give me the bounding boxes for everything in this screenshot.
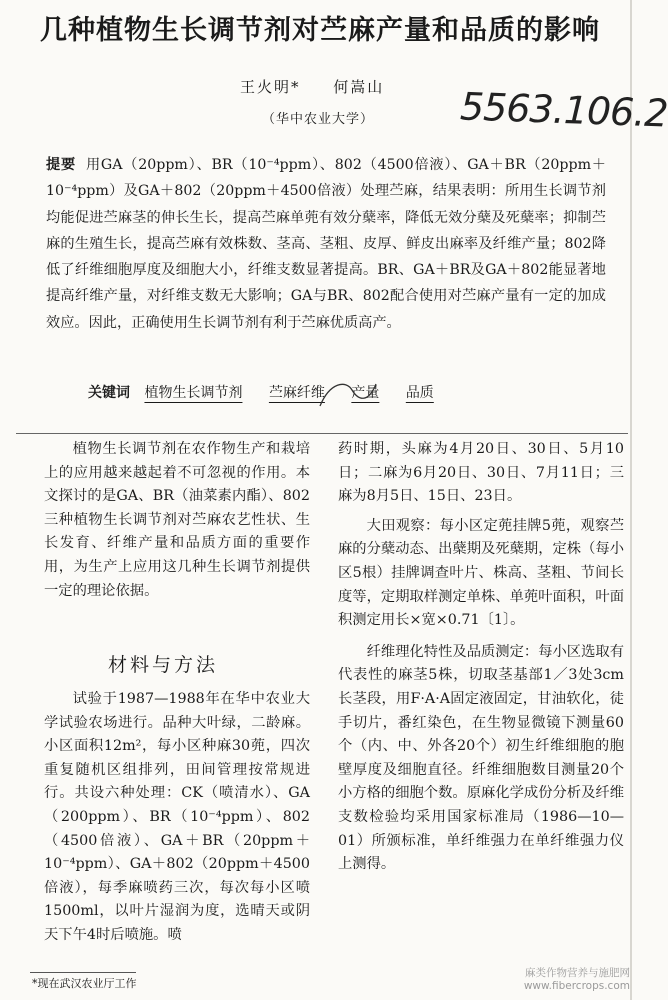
watermark (524, 967, 630, 993)
footnote-rule (30, 972, 136, 973)
paper-title: 几种植物生长调节剂对苎麻产量和品质的影响 (40, 15, 600, 46)
abstract-label: 提要 (46, 157, 76, 173)
right-paragraph-3: 纤维理化特性及品质测定：每小区选取有代表性的麻茎5株，切取茎基部1／3处3cm长茎段，用F·A·A固定液固定，甘油软化，徒手切片，番红染色，在生物显微镜下测量60个（内、中、外各20个）初生纤维细胞的胞壁厚度及细胞直径。纤维细胞数目测量20个小方格的细胞个数。原麻化学成份分析及纤维支数检验均采用国家标准局（1986—10—01）所颁标准，单纤维强力在单纤维强力仪上测得。 (338, 643, 624, 873)
author-1: 王火明* (240, 78, 301, 96)
abstract-text: 用GA（20ppm）、BR（10⁻⁴ppm）、802（4500倍液）、GA＋BR（20ppm＋10⁻⁴ppm）及GA＋802（20ppm＋4500倍液）处理苎麻，结果表明：所用生长调节剂均能促进苎麻茎的伸长生长，提高苎麻单蔸有效分蘖率，降低无效分蘖及死蘖率；抑制苎麻的生殖生长，提高苎麻有效株数、茎高、茎粗、皮厚、鲜皮出麻率及纤维产量；802降低了纤维细胞厚度及细胞大小，纤维支数显著提高。BR、GA＋BR及GA＋802能显著地提高纤维产量，对纤维支数无大影响；GA与BR、802配合使用对苎麻产量有一定的加成效应。因此，正确使用生长调节剂有利于苎麻优质高产。 (46, 157, 606, 331)
right-paragraph-1: 药时期，头麻为4月20日、30日、5月10日；二麻为6月20日、30日、7月11日；三麻为8月5日、15日、23日。 (338, 441, 624, 505)
keyword-1: 植物生长调节剂 (144, 385, 243, 401)
footnote: *现在武汉农业厅工作 (32, 977, 137, 990)
section-divider (16, 433, 628, 434)
keyword-4: 品质 (405, 385, 434, 401)
intro-text: 植物生长调节剂在农作物生产和栽培上的应用越来越起着不可忽视的作用。本文探讨的是GA、BR（油菜素内酯）、802三种植物生长调节剂对苎麻农艺性状、生长发育、纤维产量和品质方面的重要作用，为生产上应用这几种生长调节剂提供一定的理论依据。 (44, 441, 310, 599)
keywords (88, 382, 456, 402)
section-heading-methods: 材料与方法 (108, 654, 219, 676)
methods-text: 试验于1987—1988年在华中农业大学试验农场进行。品种大叶绿，二龄麻。小区面积12m²，每小区种麻30蔸，四次重复随机区组排列，田间管理按常规进行。共设六种处理：CK（喷清水）、GA（200ppm）、BR（10⁻⁴ppm）、802（4500倍液）、GA＋BR（20ppm＋10⁻⁴ppm）、GA＋802（20ppm＋4500倍液），每季麻喷药三次，每次每小区喷1500ml，以叶片湿润为度，选晴天或阴天下午4时后喷施。喷 (44, 691, 310, 943)
intro-paragraph (44, 438, 310, 603)
affiliation: （华中农业大学） (262, 112, 375, 127)
keyword-2: 苎麻纤维 (268, 385, 325, 401)
right-paragraph-2: 大田观察：每小区定蔸挂牌5蔸，观察苎麻的分蘖动态、出蘖期及死蘖期，定株（每小区5根）挂牌调查叶片、株高、茎粗、节间长度等，定期取样测定单株、单蔸叶面积，叶面积测定用长×宽×0.71〔1〕。 (338, 517, 624, 629)
abstract (46, 152, 606, 336)
handwritten-catalog-number: 5563.106.2 (459, 84, 668, 136)
scan-edge (630, 0, 632, 1000)
watermark-line-1: 麻类作物营养与施肥网 (525, 967, 630, 979)
author-2: 何嵩山 (333, 78, 385, 96)
right-column (338, 438, 624, 877)
methods-paragraph (44, 688, 310, 948)
keyword-3: 产量 (351, 385, 380, 401)
keywords-label: 关键词 (88, 385, 130, 401)
handwritten-mark (318, 378, 378, 408)
watermark-line-2: www.fibercrops.com (523, 980, 630, 992)
author-list (240, 76, 410, 97)
